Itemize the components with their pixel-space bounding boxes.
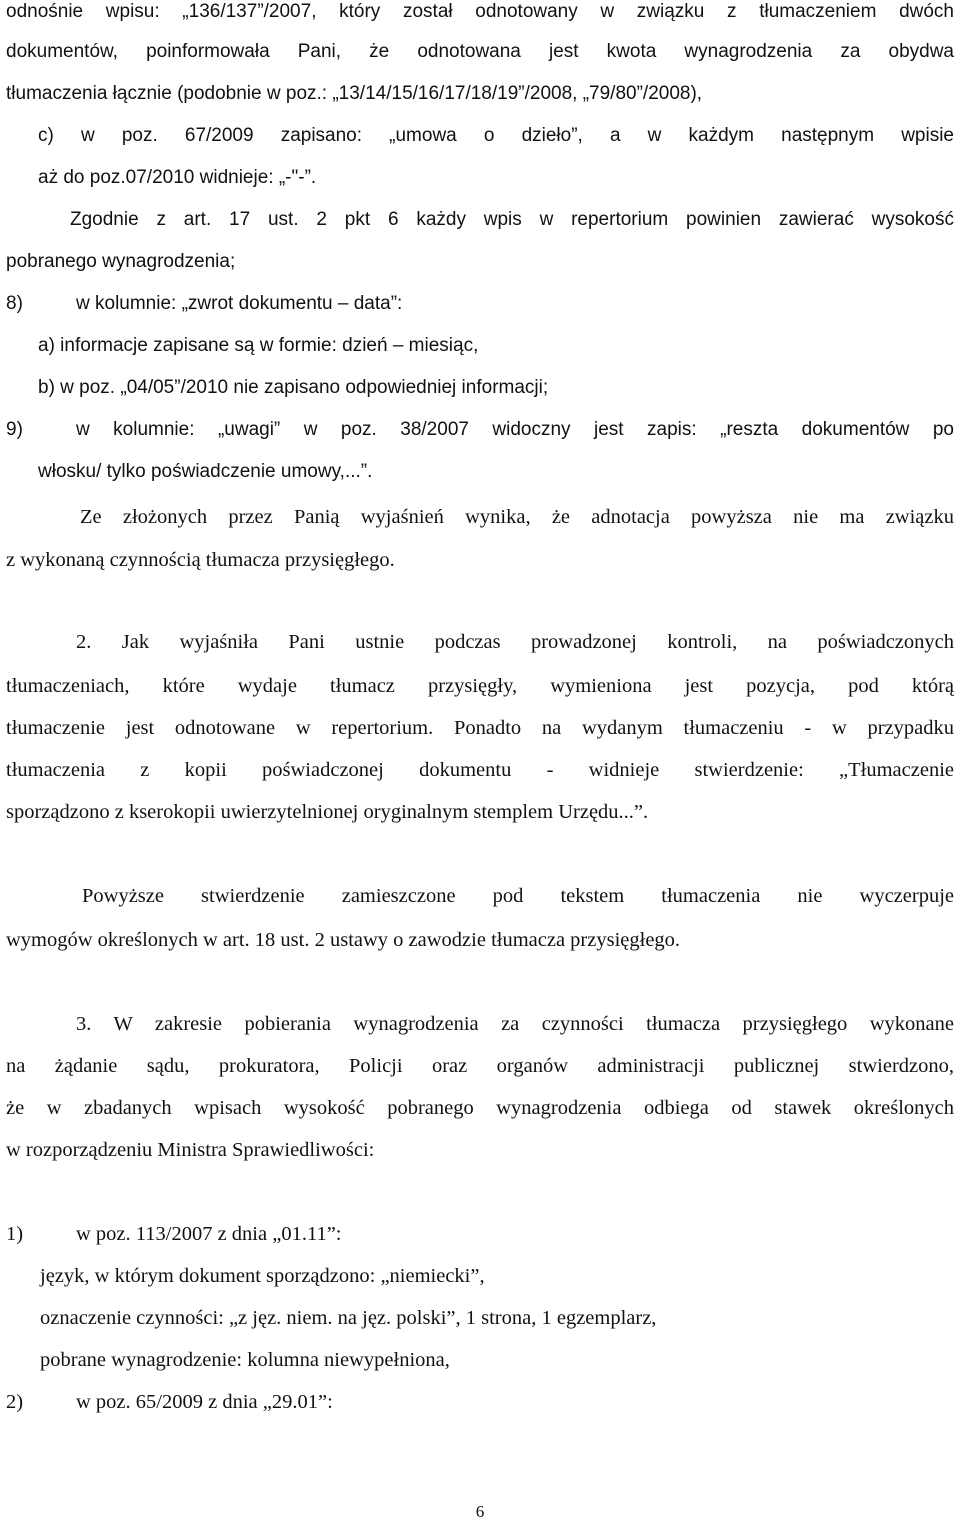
list-item-2: w poz. 65/2009 z dnia „29.01”: — [76, 1391, 333, 1413]
text-line: na żądanie sądu, prokuratora, Policji oraz organów administracji publicznej stwierdzono, — [6, 1055, 954, 1077]
text-line: tłumaczenia z kopii poświadczonej dokumentu - widnieje stwierdzenie: „Tłumaczenie — [6, 759, 954, 781]
list-item-8: w kolumnie: „zwrot dokumentu – data”: — [76, 293, 403, 314]
text-line: włosku/ tylko poświadczenie umowy,...”. — [38, 461, 373, 482]
list-marker: 8) — [6, 293, 23, 314]
list-item-1: w poz. 113/2007 z dnia „01.11”: — [76, 1223, 342, 1245]
text-line: Zgodnie z art. 17 ust. 2 pkt 6 każdy wpis w repertorium powinien zawierać wysokość — [70, 209, 954, 230]
list-marker: 1) — [6, 1223, 24, 1245]
page-number: 6 — [475, 1502, 485, 1521]
list-marker: 2) — [6, 1391, 24, 1413]
text-line: język, w którym dokument sporządzono: „niemiecki”, — [40, 1265, 485, 1287]
list-item-9: w kolumnie: „uwagi” w poz. 38/2007 widoczny jest zapis: „reszta dokumentów po — [76, 419, 954, 440]
text-line: Ze złożonych przez Panią wyjaśnień wynika, że adnotacja powyższa nie ma związku — [80, 506, 954, 528]
list-item-c: c) w poz. 67/2009 zapisano: „umowa o dzieło”, a w każdym następnym wpisie — [38, 125, 954, 146]
text-line: aż do poz.07/2010 widnieje: „-"-”. — [38, 167, 317, 188]
text-line: że w zbadanych wpisach wysokość pobranego wynagrodzenia odbiega od stawek określonych — [6, 1097, 954, 1119]
list-item-b: b) w poz. „04/05”/2010 nie zapisano odpowiedniej informacji; — [38, 377, 549, 398]
section-2-heading: 2. Jak wyjaśniła Pani ustnie podczas prowadzonej kontroli, na poświadczonych — [76, 631, 954, 653]
text-line: oznaczenie czynności: „z jęz. niem. na jęz. polski”, 1 strona, 1 egzemplarz, — [40, 1307, 657, 1329]
text-line: Powyższe stwierdzenie zamieszczone pod tekstem tłumaczenia nie wyczerpuje — [82, 885, 954, 907]
text-line: dokumentów, poinformowała Pani, że odnotowana jest kwota wynagrodzenia za obydwa — [6, 41, 954, 62]
section-3-heading: 3. W zakresie pobierania wynagrodzenia za czynności tłumacza przysięgłego wykonane — [76, 1013, 954, 1035]
text-line: tłumaczenia łącznie (podobnie w poz.: „13/14/15/16/17/18/19”/2008, „79/80”/2008), — [6, 83, 703, 104]
text-line: w rozporządzeniu Ministra Sprawiedliwości: — [6, 1139, 375, 1161]
list-item-a: a) informacje zapisane są w formie: dzień – miesiąc, — [38, 335, 479, 356]
text-line: odnośnie wpisu: „136/137”/2007, który został odnotowany w związku z tłumaczeniem dwóch — [6, 1, 954, 22]
text-line: tłumaczenie jest odnotowane w repertorium. Ponadto na wydanym tłumaczeniu - w przypadku — [6, 717, 954, 739]
text-line: sporządzono z kserokopii uwierzytelnionej oryginalnym stemplem Urzędu...”. — [6, 801, 649, 823]
text-line: z wykonaną czynnością tłumacza przysięgłego. — [6, 549, 395, 571]
text-line: tłumaczeniach, które wydaje tłumacz przysięgły, wymieniona jest pozycja, pod którą — [6, 675, 954, 697]
text-line: wymogów określonych w art. 18 ust. 2 ustawy o zawodzie tłumacza przysięgłego. — [6, 929, 681, 951]
list-marker: 9) — [6, 419, 23, 440]
text-line: pobranego wynagrodzenia; — [6, 251, 236, 272]
text-line: pobrane wynagrodzenie: kolumna niewypełniona, — [40, 1349, 450, 1371]
